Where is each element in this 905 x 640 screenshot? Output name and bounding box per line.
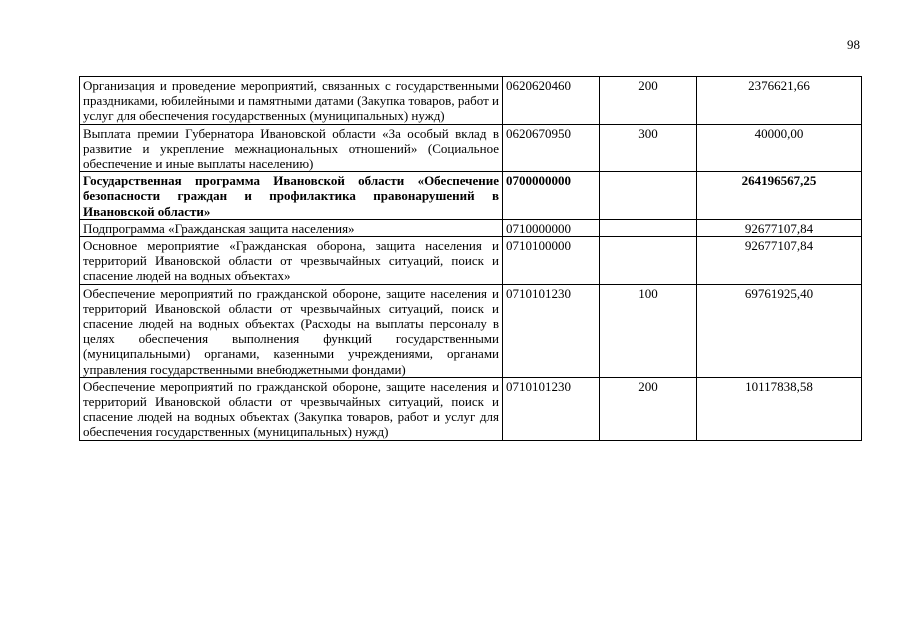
row-expense-type-cell	[600, 172, 697, 220]
row-expense-type-cell: 200	[600, 377, 697, 440]
row-name-cell: Выплата премии Губернатора Ивановской области «За особый вклад в развитие и укрепление межнациональных отношений» (Социальное обеспечение и иные выплаты населению)	[80, 124, 503, 172]
budget-table-body	[80, 77, 862, 441]
row-code-cell: 0710100000	[503, 237, 600, 285]
table-row	[80, 237, 862, 285]
row-sum-cell: 2376621,66	[697, 77, 862, 125]
row-code-cell: 0710101230	[503, 284, 600, 377]
row-name-cell: Обеспечение мероприятий по гражданской обороне, защите населения и территорий Ивановской области от чрезвычайных ситуаций, поиск и спасение людей на водных объектах (Закупка товаров, работ и услуг для обеспечения государственных (муниципальных) нужд)	[80, 377, 503, 440]
row-sum-cell: 92677107,84	[697, 237, 862, 285]
row-code-cell: 0710000000	[503, 219, 600, 236]
row-expense-type-cell: 300	[600, 124, 697, 172]
table-row	[80, 172, 862, 220]
row-expense-type-cell	[600, 237, 697, 285]
row-code-cell: 0620670950	[503, 124, 600, 172]
row-sum-cell: 40000,00	[697, 124, 862, 172]
row-name-cell: Государственная программа Ивановской области «Обеспечение безопасности граждан и профилактика правонарушений в Ивановской области»	[80, 172, 503, 220]
row-code-cell: 0620620460	[503, 77, 600, 125]
row-code-cell: 0710101230	[503, 377, 600, 440]
table-row	[80, 284, 862, 377]
budget-table	[79, 76, 862, 441]
table-row	[80, 377, 862, 440]
row-sum-cell: 92677107,84	[697, 219, 862, 236]
row-name-cell: Подпрограмма «Гражданская защита населения»	[80, 219, 503, 236]
row-expense-type-cell: 100	[600, 284, 697, 377]
table-row	[80, 77, 862, 125]
row-name-cell: Обеспечение мероприятий по гражданской обороне, защите населения и территорий Ивановской области от чрезвычайных ситуаций, поиск и спасение людей на водных объектах (Расходы на выплаты персоналу в целях обеспечения выполнения функций государственными (муниципальными) органами, казенными учреждениями, органами управления государственными внебюджетными фондами)	[80, 284, 503, 377]
row-code-cell: 0700000000	[503, 172, 600, 220]
row-expense-type-cell	[600, 219, 697, 236]
table-row	[80, 219, 862, 236]
row-name-cell: Организация и проведение мероприятий, связанных с государственными праздниками, юбилейными и памятными датами (Закупка товаров, работ и услуг для обеспечения государственных (муниципальных) нужд)	[80, 77, 503, 125]
page-number: 98	[847, 37, 860, 52]
table-row	[80, 124, 862, 172]
row-expense-type-cell: 200	[600, 77, 697, 125]
row-name-cell: Основное мероприятие «Гражданская оборона, защита населения и территорий Ивановской области от чрезвычайных ситуаций, поиск и спасение людей на водных объектах»	[80, 237, 503, 285]
row-sum-cell: 264196567,25	[697, 172, 862, 220]
row-sum-cell: 69761925,40	[697, 284, 862, 377]
row-sum-cell: 10117838,58	[697, 377, 862, 440]
